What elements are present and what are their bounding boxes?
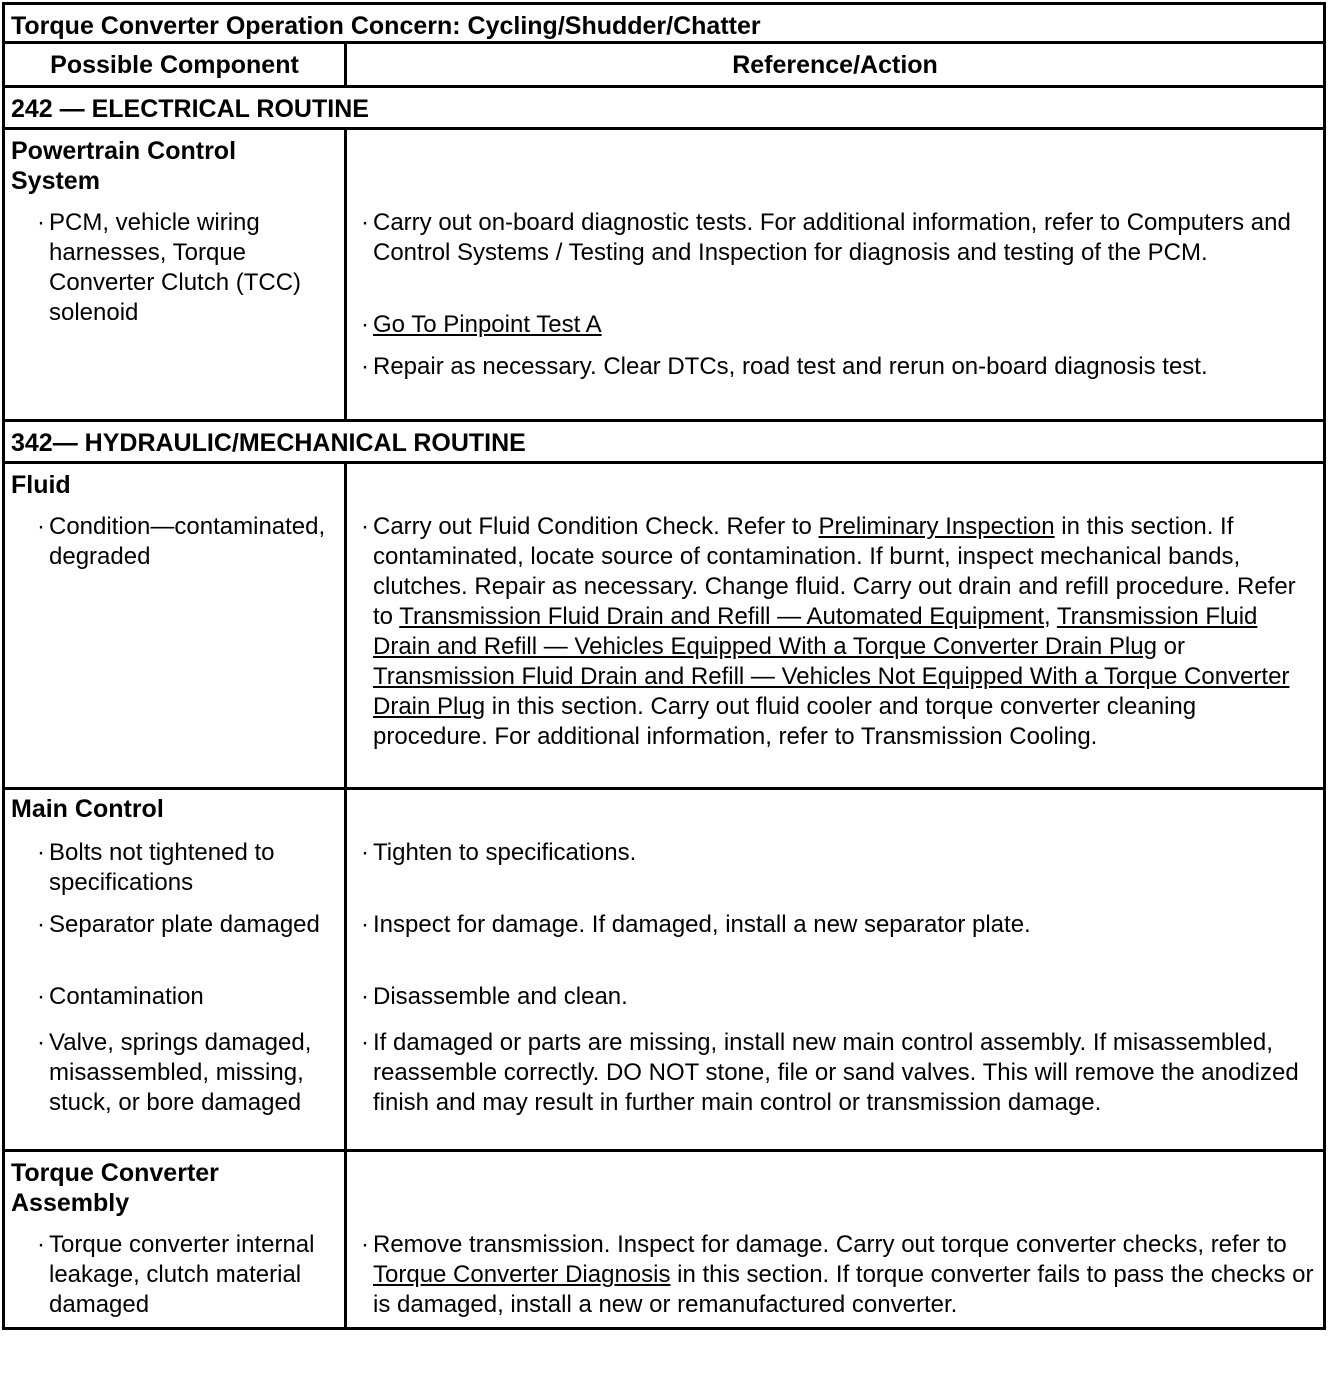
list-item	[347, 208, 1323, 268]
action-cell	[347, 130, 1323, 419]
component-text: Separator plate damaged	[49, 911, 320, 938]
component-cell	[5, 130, 347, 419]
list-item	[5, 838, 344, 898]
group-fluid	[2, 464, 1326, 790]
bullet-icon: ·	[361, 209, 369, 236]
list-item	[347, 1230, 1323, 1320]
component-text: Bolts not tightened to specifications	[49, 839, 275, 896]
bullet-icon: ·	[361, 983, 369, 1010]
action-text: Carry out Fluid Condition Check. Refer to Preliminary Inspection in this section. If contaminated, locate source of contamination. If burnt, inspect mechanical bands, clutches. Repair as necessary. Change fluid. Carry out drain and refill procedure. Refer to Transmission Fluid Drain and Refill — Automated Equipment, Transmission Fluid Drain and Refill — Vehicles Equipped With a Torque Converter Drain Plug or Transmission Fluid Drain and Refill — Vehicles Not Equipped With a Torque Converter Drain Plug in this section. Carry out fluid cooler and torque converter cleaning procedure. For additional information, refer to Transmission Cooling.	[373, 513, 1296, 750]
diagnostic-table	[2, 2, 1326, 1330]
section-electrical-routine	[2, 88, 1326, 130]
bullet-icon: ·	[361, 311, 369, 338]
bullet-icon: ·	[37, 839, 45, 866]
list-item	[5, 208, 344, 328]
list-item	[5, 910, 344, 940]
table-title-text: Torque Converter Operation Concern: Cycling/Shudder/Chatter	[11, 12, 761, 40]
header-possible-component: Possible Component	[5, 44, 347, 85]
action-text: Remove transmission. Inspect for damage. Carry out torque converter checks, refer to Torque Converter Diagnosis in this section. If torque converter fails to pass the checks or is damaged, install a new or remanufactured converter.	[373, 1231, 1314, 1318]
component-text: PCM, vehicle wiring harnesses, Torque Converter Clutch (TCC) solenoid	[49, 209, 302, 326]
bullet-icon: ·	[37, 1231, 45, 1258]
section-hydraulic-mechanical-routine	[2, 422, 1326, 464]
bullet-icon: ·	[37, 513, 45, 540]
list-item	[5, 1028, 344, 1118]
category-label: Torque Converter Assembly	[11, 1159, 219, 1217]
drain-refill-without-plug-link[interactable]: Transmission Fluid Drain and Refill — Vehicles Not Equipped With a Torque Converter Drain Plug	[373, 663, 1290, 720]
drain-refill-automated-link[interactable]: Transmission Fluid Drain and Refill — Automated Equipment	[399, 603, 1044, 630]
header-reference-action: Reference/Action	[732, 50, 938, 79]
action-text: Repair as necessary. Clear DTCs, road test and rerun on-board diagnosis test.	[373, 353, 1208, 380]
component-text: Contamination	[49, 983, 204, 1010]
list-item	[347, 512, 1323, 752]
list-item	[5, 512, 344, 572]
section-heading: 242 — ELECTRICAL ROUTINE	[11, 95, 369, 123]
bullet-icon: ·	[37, 1029, 45, 1056]
group-main-control	[2, 790, 1326, 1152]
component-cell	[5, 1152, 347, 1327]
category-label: Powertrain Control System	[11, 137, 237, 195]
category-label: Fluid	[11, 471, 71, 499]
component-text: Valve, springs damaged, misassembled, missing, stuck, or bore damaged	[49, 1029, 312, 1116]
action-text: Inspect for damage. If damaged, install a new separator plate.	[373, 911, 1031, 938]
component-text: Condition—contaminated, degraded	[49, 513, 326, 570]
action-text: Tighten to specifications.	[373, 839, 637, 866]
action-text: Carry out on-board diagnostic tests. For additional information, refer to Computers and Control Systems / Testing and Inspection for diagnosis and testing of the PCM.	[373, 209, 1291, 266]
bullet-icon: ·	[37, 983, 45, 1010]
bullet-icon: ·	[361, 1029, 369, 1056]
bullet-icon: ·	[361, 513, 369, 540]
bullet-icon: ·	[37, 209, 45, 236]
list-item	[5, 1230, 344, 1320]
list-item	[5, 982, 344, 1012]
component-text: Torque converter internal leakage, clutch material damaged	[49, 1231, 315, 1318]
bullet-icon: ·	[361, 911, 369, 938]
action-text: Disassemble and clean.	[373, 983, 628, 1010]
preliminary-inspection-link[interactable]: Preliminary Inspection	[818, 513, 1055, 540]
component-cell	[5, 790, 347, 830]
column-header-row	[2, 44, 1326, 88]
component-cell	[5, 464, 347, 787]
list-item	[347, 352, 1323, 382]
action-cell	[347, 464, 1323, 787]
list-item	[347, 838, 1323, 868]
bullet-icon: ·	[361, 353, 369, 380]
action-cell	[347, 1152, 1323, 1327]
list-item	[347, 310, 1323, 340]
group-torque-converter-assembly	[2, 1152, 1326, 1330]
list-item	[347, 1028, 1323, 1118]
list-item	[347, 982, 1323, 1012]
group-powertrain-control-system	[2, 130, 1326, 422]
action-text: If damaged or parts are missing, install new main control assembly. If misassembled, reassemble correctly. DO NOT stone, file or sand valves. This will remove the anodized finish and may result in further main control or transmission damage.	[373, 1029, 1299, 1116]
bullet-icon: ·	[361, 1231, 369, 1258]
section-heading: 342— HYDRAULIC/MECHANICAL ROUTINE	[11, 429, 526, 457]
category-label: Main Control	[11, 795, 164, 823]
table-title	[2, 2, 1326, 44]
pinpoint-test-link[interactable]: Go To Pinpoint Test A	[373, 311, 602, 338]
list-item	[347, 910, 1323, 940]
torque-converter-diagnosis-link[interactable]: Torque Converter Diagnosis	[373, 1261, 671, 1288]
drain-refill-with-plug-link[interactable]: Transmission Fluid Drain and Refill — Vehicles Equipped With a Torque Converter Drain Plug	[373, 603, 1258, 660]
bullet-icon: ·	[361, 839, 369, 866]
bullet-icon: ·	[37, 911, 45, 938]
